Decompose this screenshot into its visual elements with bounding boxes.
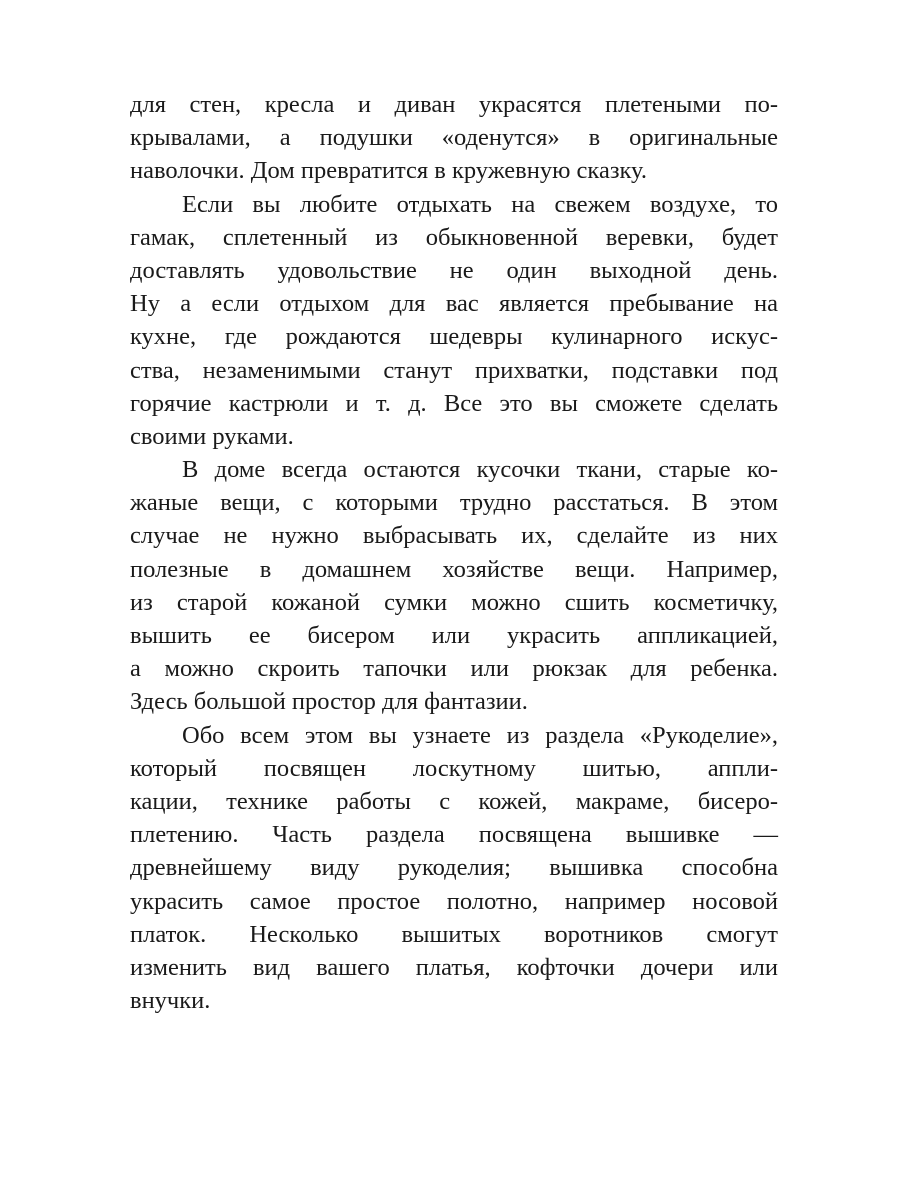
text-line: горячие кастрюли и т. д. Все это вы сможете сделать <box>130 389 778 417</box>
text-line: а можно скроить тапочки или рюкзак для ребенка. <box>130 655 778 683</box>
paragraph-4 <box>130 719 778 1018</box>
text-line: полезные в домашнем хозяйстве вещи. Например, <box>130 555 778 583</box>
text-line: кухне, где рождаются шедевры кулинарного искус- <box>130 323 778 351</box>
text-line: Если вы любите отдыхать на свежем воздухе, то <box>182 190 778 218</box>
text-line: наволочки. Дом превратится в кружевную сказку. <box>130 157 647 185</box>
text-line: доставлять удовольствие не один выходной день. <box>130 256 778 284</box>
text-line: кации, технике работы с кожей, макраме, бисеро- <box>130 787 778 815</box>
text-line: древнейшему виду рукоделия; вышивка способна <box>130 854 778 882</box>
text-line: своими руками. <box>130 422 294 450</box>
text-line: случае не нужно выбрасывать их, сделайте из них <box>130 522 778 550</box>
paragraph-3 <box>130 453 778 719</box>
text-line: крывалами, а подушки «оденутся» в оригинальные <box>130 124 778 152</box>
text-line: Обо всем этом вы узнаете из раздела «Рукоделие», <box>182 721 778 749</box>
paragraph-2 <box>130 188 778 454</box>
text-line: который посвящен лоскутному шитью, аппли- <box>130 754 778 782</box>
text-line: жаные вещи, с которыми трудно расстаться. В этом <box>130 489 778 517</box>
text-line: платок. Несколько вышитых воротников смогут <box>130 920 778 948</box>
text-line: Здесь большой простор для фантазии. <box>130 688 528 716</box>
page-body <box>130 88 778 1017</box>
text-line: из старой кожаной сумки можно сшить косметичку, <box>130 588 778 616</box>
text-line: ства, незаменимыми станут прихватки, подставки под <box>130 356 778 384</box>
text-line: плетению. Часть раздела посвящена вышивке — <box>130 821 778 849</box>
text-line: украсить самое простое полотно, например носовой <box>130 887 778 915</box>
text-line: вышить ее бисером или украсить аппликацией, <box>130 622 778 649</box>
text-line: В доме всегда остаются кусочки ткани, старые ко- <box>182 456 778 484</box>
text-line: внучки. <box>130 987 211 1015</box>
paragraph-1 <box>130 88 778 188</box>
text-line: изменить вид вашего платья, кофточки дочери или <box>130 953 778 981</box>
text-line: гамак, сплетенный из обыкновенной веревки, будет <box>130 223 778 251</box>
text-line: для стен, кресла и диван украсятся плетеными по- <box>130 91 778 118</box>
text-line: Ну а если отдыхом для вас является пребывание на <box>130 290 778 318</box>
